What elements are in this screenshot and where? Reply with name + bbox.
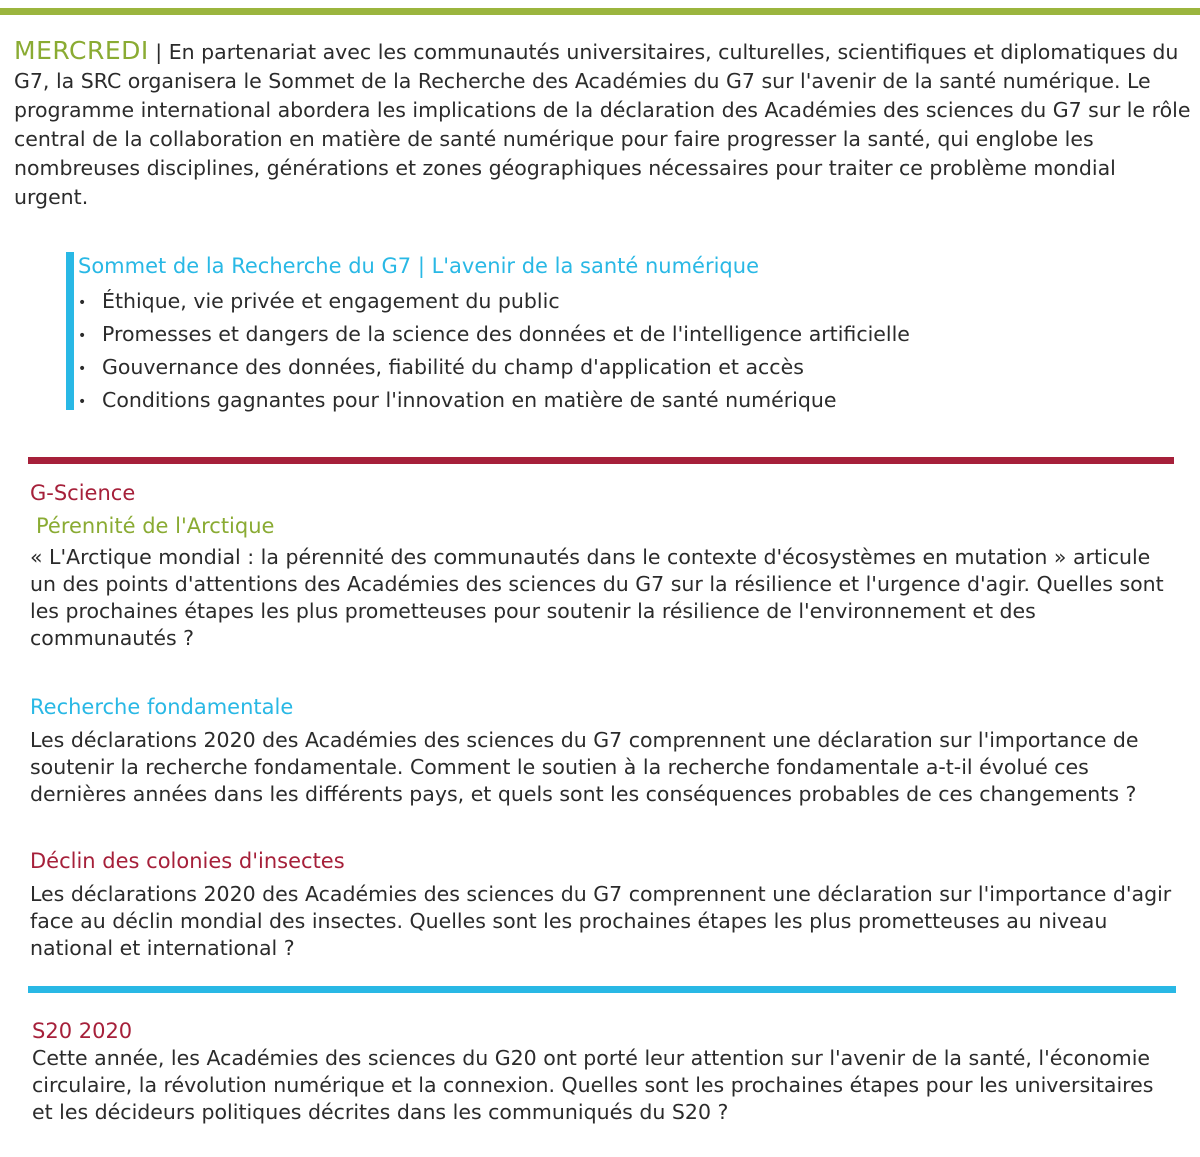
bullet-icon: • [78,295,87,311]
top-divider [0,8,1200,15]
fundamental-research-text: Les déclarations 2020 des Académies des sciences du G7 comprennent une déclaration sur l'importance de soutenir la recherche fondamentale. Comment le soutien à la recherche fondamentale a-t-il évolué ces dernières années dans les différents pays, et quels sont les conséquences probables de ces changements ? [30,728,1139,806]
summit-topic-label: Promesses et dangers de la science des données et de l'intelligence artificielle [102,322,910,346]
summit-title: Sommet de la Recherche du G7 | L'avenir de la santé numérique [78,254,759,278]
summit-topic-label: Éthique, vie privée et engagement du public [102,289,560,313]
fundamental-research-heading: Recherche fondamentale [30,695,294,719]
summit-topic-item [78,285,910,318]
arctic-heading: Pérennité de l'Arctique [36,514,275,538]
summit-topic-item [78,384,910,417]
s20-section [32,1018,1182,1126]
intro-separator: | [148,40,169,64]
s20-text: Cette année, les Académies des sciences du G20 ont porté leur attention sur l'avenir de la santé, l'économie circulaire, la révolution numérique et la connexion. Quelles sont les prochaines étapes pour les universitaires et les décideurs politiques décrites dans les communiqués du S20 ? [32,1046,1154,1124]
summit-topic-label: Conditions gagnantes pour l'innovation en matière de santé numérique [102,388,837,412]
g-science-heading: G-Science [30,481,136,505]
intro-paragraph [14,36,1194,212]
summit-topic-item [78,351,910,384]
insect-decline-text: Les déclarations 2020 des Académies des sciences du G7 comprennent une déclaration sur l'importance d'agir face au déclin mondial des insectes. Quelles sont les prochaines étapes les plus prometteuses au niveau national et international ? [30,882,1172,960]
summit-accent-bar [66,252,74,410]
g-science-section [30,479,1180,652]
insect-decline-section [30,847,1180,962]
g-science-divider [28,457,1174,464]
arctic-text: « L'Arctique mondial : la pérennité des communautés dans le contexte d'écosystèmes en mutation » articule un des points d'attentions des Académies des sciences du G7 sur la résilience et l'urgence d'agir. Quelles sont les prochaines étapes les plus prometteuses pour soutenir la résilience de l'environnement et des communautés ? [30,545,1164,650]
summit-callout [66,252,1066,410]
day-label: MERCREDI [14,36,149,65]
summit-topic-label: Gouvernance des données, fiabilité du champ d'application et accès [102,355,804,379]
summit-topic-item [78,318,910,351]
bullet-icon: • [78,394,87,410]
s20-divider [28,986,1176,993]
bullet-icon: • [78,328,87,344]
summit-topic-list [78,285,910,417]
intro-text: En partenariat avec les communautés universitaires, culturelles, scientifiques et diplomatiques du G7, la SRC organisera le Sommet de la Recherche des Académies du G7 sur l'avenir de la santé numérique. Le programme international abordera les implications de la déclaration des Académies des sciences du G7 sur le rôle central de la collaboration en matière de santé numérique pour faire progresser la santé, qui englobe les nombreuses disciplines, générations et zones géographiques nécessaires pour traiter ce problème mondial urgent. [14,40,1191,209]
fundamental-research-section [30,693,1180,808]
s20-heading: S20 2020 [32,1019,133,1043]
insect-decline-heading: Déclin des colonies d'insectes [30,849,345,873]
bullet-icon: • [78,361,87,377]
